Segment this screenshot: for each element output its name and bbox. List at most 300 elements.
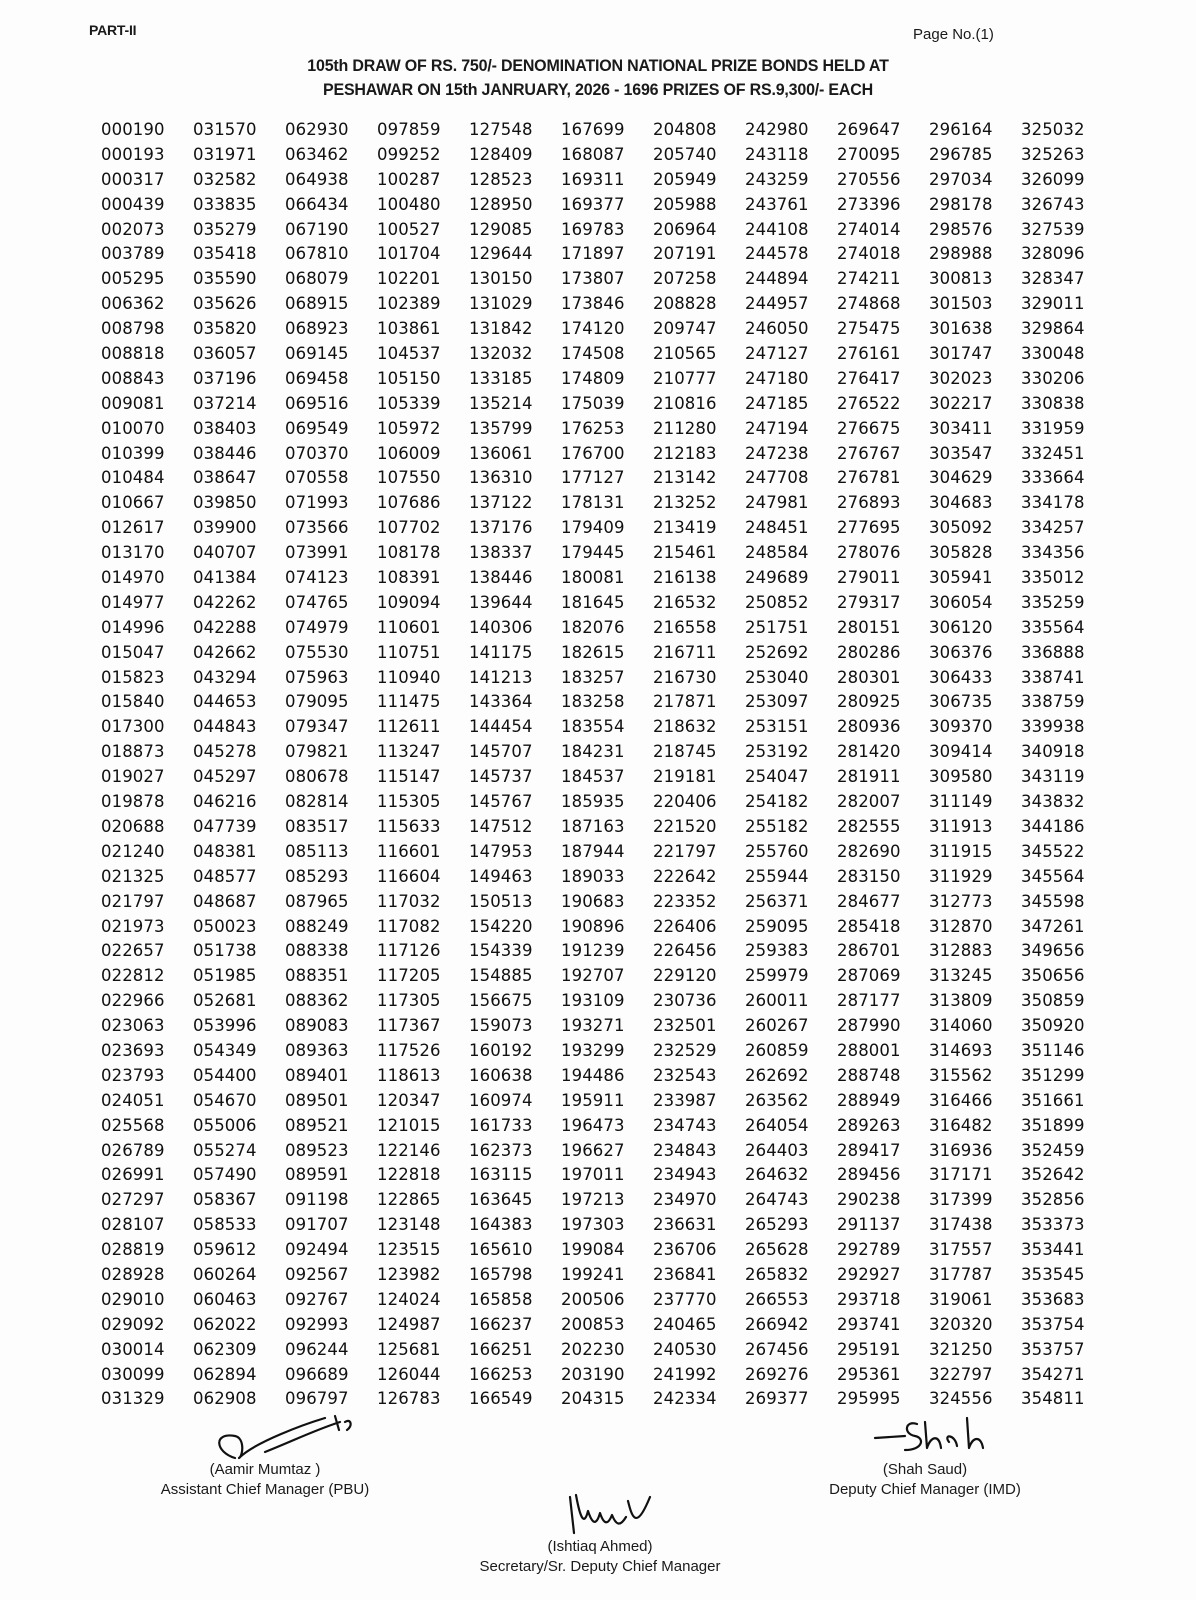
prize-number: 205949 bbox=[653, 169, 717, 189]
prize-number: 107702 bbox=[377, 518, 441, 538]
prize-number: 247185 bbox=[745, 393, 809, 413]
prize-number: 352642 bbox=[1021, 1165, 1085, 1185]
prize-number: 048577 bbox=[193, 866, 257, 886]
prize-number: 051985 bbox=[193, 966, 257, 986]
signatory-name: (Aamir Mumtaz ) bbox=[209, 1461, 321, 1478]
prize-number: 326099 bbox=[1021, 169, 1085, 189]
prize-number: 122146 bbox=[377, 1140, 441, 1160]
prize-number: 213419 bbox=[653, 518, 717, 538]
prize-number: 301503 bbox=[929, 294, 993, 314]
prize-number: 277695 bbox=[837, 518, 901, 538]
prize-number: 018873 bbox=[101, 742, 165, 762]
prize-number: 203190 bbox=[561, 1364, 625, 1384]
prize-number: 055274 bbox=[193, 1140, 257, 1160]
prize-number: 221797 bbox=[653, 841, 717, 861]
prize-number: 038647 bbox=[193, 468, 257, 488]
prize-number: 350920 bbox=[1021, 1016, 1085, 1036]
prize-number: 092494 bbox=[285, 1240, 349, 1260]
prize-number: 205988 bbox=[653, 194, 717, 214]
prize-number: 276417 bbox=[837, 368, 901, 388]
prize-number: 147953 bbox=[469, 841, 533, 861]
prize-number: 101704 bbox=[377, 244, 441, 264]
prize-number: 026789 bbox=[101, 1140, 165, 1160]
prize-number: 092993 bbox=[285, 1314, 349, 1334]
prize-number: 287177 bbox=[837, 991, 901, 1011]
prize-number: 000317 bbox=[101, 169, 165, 189]
prize-number: 288001 bbox=[837, 1040, 901, 1060]
prize-number: 032582 bbox=[193, 169, 257, 189]
prize-number: 191239 bbox=[561, 941, 625, 961]
prize-number: 163645 bbox=[469, 1190, 533, 1210]
prize-number: 317787 bbox=[929, 1264, 993, 1284]
prize-number: 236706 bbox=[653, 1240, 717, 1260]
prize-number: 160192 bbox=[469, 1040, 533, 1060]
prize-number: 226456 bbox=[653, 941, 717, 961]
prize-number: 025568 bbox=[101, 1115, 165, 1135]
prize-number: 309414 bbox=[929, 742, 993, 762]
prize-number: 297034 bbox=[929, 169, 993, 189]
prize-number: 274018 bbox=[837, 244, 901, 264]
prize-number: 144454 bbox=[469, 717, 533, 737]
prize-number: 085293 bbox=[285, 866, 349, 886]
prize-number: 096797 bbox=[285, 1389, 349, 1409]
prize-number: 274868 bbox=[837, 294, 901, 314]
prize-number: 276522 bbox=[837, 393, 901, 413]
prize-number: 037196 bbox=[193, 368, 257, 388]
prize-number: 075530 bbox=[285, 642, 349, 662]
prize-number: 135214 bbox=[469, 393, 533, 413]
prize-number: 023793 bbox=[101, 1065, 165, 1085]
prize-number: 298988 bbox=[929, 244, 993, 264]
prize-number: 234943 bbox=[653, 1165, 717, 1185]
prize-number: 182076 bbox=[561, 617, 625, 637]
prize-number: 301638 bbox=[929, 319, 993, 339]
prize-number: 063462 bbox=[285, 144, 349, 164]
prize-number: 276893 bbox=[837, 493, 901, 513]
prize-number: 253192 bbox=[745, 742, 809, 762]
prize-number: 100527 bbox=[377, 219, 441, 239]
prize-number: 131842 bbox=[469, 319, 533, 339]
prize-number: 074123 bbox=[285, 568, 349, 588]
prize-number: 247194 bbox=[745, 418, 809, 438]
prize-number: 168087 bbox=[561, 144, 625, 164]
prize-number: 138446 bbox=[469, 568, 533, 588]
prize-number: 276675 bbox=[837, 418, 901, 438]
prize-number: 265293 bbox=[745, 1215, 809, 1235]
signatory-name: (Ishtiaq Ahmed) bbox=[547, 1538, 653, 1555]
prize-number: 171897 bbox=[561, 244, 625, 264]
prize-number: 187163 bbox=[561, 816, 625, 836]
prize-number: 031329 bbox=[101, 1389, 165, 1409]
prize-column-10 bbox=[929, 118, 1021, 1412]
prize-number: 302023 bbox=[929, 368, 993, 388]
prize-number: 302217 bbox=[929, 393, 993, 413]
prize-number: 173807 bbox=[561, 269, 625, 289]
prize-number: 052681 bbox=[193, 991, 257, 1011]
prize-number: 141175 bbox=[469, 642, 533, 662]
prize-number: 247180 bbox=[745, 368, 809, 388]
prize-number: 079347 bbox=[285, 717, 349, 737]
prize-number: 279011 bbox=[837, 568, 901, 588]
prize-number: 276161 bbox=[837, 344, 901, 364]
prize-number: 115305 bbox=[377, 792, 441, 812]
prize-number: 259383 bbox=[745, 941, 809, 961]
prize-number: 292927 bbox=[837, 1264, 901, 1284]
prize-number: 295995 bbox=[837, 1389, 901, 1409]
prize-number: 265832 bbox=[745, 1264, 809, 1284]
prize-number: 269647 bbox=[837, 120, 901, 139]
prize-number: 244894 bbox=[745, 269, 809, 289]
prize-number: 110601 bbox=[377, 617, 441, 637]
prize-number: 196627 bbox=[561, 1140, 625, 1160]
prize-number: 105150 bbox=[377, 368, 441, 388]
prize-number: 045278 bbox=[193, 742, 257, 762]
prize-number: 255760 bbox=[745, 841, 809, 861]
prize-number: 183257 bbox=[561, 667, 625, 687]
prize-number: 117205 bbox=[377, 966, 441, 986]
prize-number: 293741 bbox=[837, 1314, 901, 1334]
prize-number: 033835 bbox=[193, 194, 257, 214]
prize-number: 210816 bbox=[653, 393, 717, 413]
prize-number: 243259 bbox=[745, 169, 809, 189]
prize-number: 097859 bbox=[377, 120, 441, 139]
prize-number: 336888 bbox=[1021, 642, 1085, 662]
page-number: Page No.(1) bbox=[913, 26, 994, 43]
prize-number: 021797 bbox=[101, 891, 165, 911]
prize-number: 117305 bbox=[377, 991, 441, 1011]
prize-number: 050023 bbox=[193, 916, 257, 936]
prize-number: 351899 bbox=[1021, 1115, 1085, 1135]
prize-number: 107550 bbox=[377, 468, 441, 488]
prize-number: 046216 bbox=[193, 792, 257, 812]
title-line-1: 105th DRAW OF RS. 750/- DENOMINATION NATIONAL PRIZE BONDS HELD AT bbox=[307, 57, 889, 75]
prize-column-7 bbox=[653, 118, 745, 1412]
prize-number: 215461 bbox=[653, 543, 717, 563]
prize-number: 179445 bbox=[561, 543, 625, 563]
prize-number: 129085 bbox=[469, 219, 533, 239]
prize-number: 338759 bbox=[1021, 692, 1085, 712]
prize-number: 166253 bbox=[469, 1364, 533, 1384]
prize-number: 313245 bbox=[929, 966, 993, 986]
prize-number: 330048 bbox=[1021, 344, 1085, 364]
prize-number: 120347 bbox=[377, 1090, 441, 1110]
prize-number: 075963 bbox=[285, 667, 349, 687]
prize-number: 035590 bbox=[193, 269, 257, 289]
prize-number: 149463 bbox=[469, 866, 533, 886]
prize-number: 276767 bbox=[837, 443, 901, 463]
prize-number: 236631 bbox=[653, 1215, 717, 1235]
prize-number: 070370 bbox=[285, 443, 349, 463]
prize-number: 133185 bbox=[469, 368, 533, 388]
prize-number: 321250 bbox=[929, 1339, 993, 1359]
prize-number: 306433 bbox=[929, 667, 993, 687]
prize-number: 035820 bbox=[193, 319, 257, 339]
prize-number: 058367 bbox=[193, 1190, 257, 1210]
prize-number: 292789 bbox=[837, 1240, 901, 1260]
prize-number: 247127 bbox=[745, 344, 809, 364]
prize-number: 035626 bbox=[193, 294, 257, 314]
prize-number: 043294 bbox=[193, 667, 257, 687]
prize-number: 249689 bbox=[745, 568, 809, 588]
prize-number: 002073 bbox=[101, 219, 165, 239]
prize-number: 109094 bbox=[377, 592, 441, 612]
prize-number: 306054 bbox=[929, 592, 993, 612]
prize-number: 193109 bbox=[561, 991, 625, 1011]
prize-number: 027297 bbox=[101, 1190, 165, 1210]
prize-number: 270556 bbox=[837, 169, 901, 189]
prize-number: 221520 bbox=[653, 816, 717, 836]
prize-number: 335564 bbox=[1021, 617, 1085, 637]
prize-number: 124024 bbox=[377, 1289, 441, 1309]
prize-number: 330206 bbox=[1021, 368, 1085, 388]
prize-number: 163115 bbox=[469, 1165, 533, 1185]
prize-number: 262692 bbox=[745, 1065, 809, 1085]
prize-number: 138337 bbox=[469, 543, 533, 563]
prize-number: 039850 bbox=[193, 493, 257, 513]
prize-number: 123515 bbox=[377, 1240, 441, 1260]
prize-number: 129644 bbox=[469, 244, 533, 264]
prize-number: 176700 bbox=[561, 443, 625, 463]
prize-number: 150513 bbox=[469, 891, 533, 911]
prize-number: 205740 bbox=[653, 144, 717, 164]
prize-number: 264743 bbox=[745, 1190, 809, 1210]
prize-number: 312883 bbox=[929, 941, 993, 961]
prize-number: 280151 bbox=[837, 617, 901, 637]
prize-number: 340918 bbox=[1021, 742, 1085, 762]
prize-number: 055006 bbox=[193, 1115, 257, 1135]
prize-number: 071993 bbox=[285, 493, 349, 513]
prize-number: 282690 bbox=[837, 841, 901, 861]
signature-icon bbox=[500, 1487, 700, 1537]
part-label: PART-II bbox=[89, 22, 137, 38]
prize-number: 279317 bbox=[837, 592, 901, 612]
prize-number: 162373 bbox=[469, 1140, 533, 1160]
prize-number: 212183 bbox=[653, 443, 717, 463]
prize-number: 236841 bbox=[653, 1264, 717, 1284]
prize-number: 207191 bbox=[653, 244, 717, 264]
prize-number: 042662 bbox=[193, 642, 257, 662]
prize-number: 313809 bbox=[929, 991, 993, 1011]
prize-number: 274211 bbox=[837, 269, 901, 289]
prize-number: 339938 bbox=[1021, 717, 1085, 737]
prize-number: 022657 bbox=[101, 941, 165, 961]
prize-number: 154885 bbox=[469, 966, 533, 986]
prize-number: 174809 bbox=[561, 368, 625, 388]
prize-number: 118613 bbox=[377, 1065, 441, 1085]
prize-number: 166251 bbox=[469, 1339, 533, 1359]
prize-number: 187944 bbox=[561, 841, 625, 861]
prize-number-table bbox=[101, 118, 1113, 1412]
prize-number: 278076 bbox=[837, 543, 901, 563]
prize-number: 317557 bbox=[929, 1240, 993, 1260]
prize-number: 197011 bbox=[561, 1165, 625, 1185]
prize-number: 351661 bbox=[1021, 1090, 1085, 1110]
prize-number: 270095 bbox=[837, 144, 901, 164]
prize-number: 179409 bbox=[561, 518, 625, 538]
prize-number: 008843 bbox=[101, 368, 165, 388]
prize-number: 316482 bbox=[929, 1115, 993, 1135]
prize-number: 316936 bbox=[929, 1140, 993, 1160]
prize-number: 059612 bbox=[193, 1240, 257, 1260]
prize-number: 254182 bbox=[745, 792, 809, 812]
prize-number: 135799 bbox=[469, 418, 533, 438]
prize-number: 102201 bbox=[377, 269, 441, 289]
prize-number: 067190 bbox=[285, 219, 349, 239]
prize-number: 017300 bbox=[101, 717, 165, 737]
prize-number: 315562 bbox=[929, 1065, 993, 1085]
prize-number: 054400 bbox=[193, 1065, 257, 1085]
prize-number: 269377 bbox=[745, 1389, 809, 1409]
prize-number: 028107 bbox=[101, 1215, 165, 1235]
prize-number: 216730 bbox=[653, 667, 717, 687]
prize-number: 264403 bbox=[745, 1140, 809, 1160]
prize-number: 029010 bbox=[101, 1289, 165, 1309]
prize-number: 010484 bbox=[101, 468, 165, 488]
prize-number: 293718 bbox=[837, 1289, 901, 1309]
prize-number: 298576 bbox=[929, 219, 993, 239]
prize-number: 131029 bbox=[469, 294, 533, 314]
prize-number: 306376 bbox=[929, 642, 993, 662]
prize-number: 243761 bbox=[745, 194, 809, 214]
prize-number: 020688 bbox=[101, 816, 165, 836]
prize-number: 344186 bbox=[1021, 816, 1085, 836]
prize-number: 207258 bbox=[653, 269, 717, 289]
prize-number: 189033 bbox=[561, 866, 625, 886]
prize-number: 089591 bbox=[285, 1165, 349, 1185]
prize-number: 088338 bbox=[285, 941, 349, 961]
prize-number: 334178 bbox=[1021, 493, 1085, 513]
prize-number: 280936 bbox=[837, 717, 901, 737]
prize-number: 089401 bbox=[285, 1065, 349, 1085]
prize-number: 197213 bbox=[561, 1190, 625, 1210]
prize-number: 035279 bbox=[193, 219, 257, 239]
prize-number: 116604 bbox=[377, 866, 441, 886]
prize-number: 331959 bbox=[1021, 418, 1085, 438]
prize-number: 280925 bbox=[837, 692, 901, 712]
prize-number: 304683 bbox=[929, 493, 993, 513]
prize-number: 334356 bbox=[1021, 543, 1085, 563]
prize-number: 115147 bbox=[377, 767, 441, 787]
prize-number: 295361 bbox=[837, 1364, 901, 1384]
prize-number: 107686 bbox=[377, 493, 441, 513]
prize-number: 193271 bbox=[561, 1016, 625, 1036]
prize-number: 079821 bbox=[285, 742, 349, 762]
prize-number: 266553 bbox=[745, 1289, 809, 1309]
prize-number: 335012 bbox=[1021, 568, 1085, 588]
prize-number: 309580 bbox=[929, 767, 993, 787]
prize-number: 311149 bbox=[929, 792, 993, 812]
prize-number: 269276 bbox=[745, 1364, 809, 1384]
prize-number: 015823 bbox=[101, 667, 165, 687]
prize-column-8 bbox=[745, 118, 837, 1412]
prize-number: 298178 bbox=[929, 194, 993, 214]
prize-number: 218745 bbox=[653, 742, 717, 762]
prize-number: 226406 bbox=[653, 916, 717, 936]
prize-number: 222642 bbox=[653, 866, 717, 886]
prize-number: 289417 bbox=[837, 1140, 901, 1160]
prize-number: 351299 bbox=[1021, 1065, 1085, 1085]
prize-number: 250852 bbox=[745, 592, 809, 612]
prize-number: 343119 bbox=[1021, 767, 1085, 787]
prize-number: 248451 bbox=[745, 518, 809, 538]
prize-number: 105339 bbox=[377, 393, 441, 413]
prize-number: 174120 bbox=[561, 319, 625, 339]
prize-number: 126044 bbox=[377, 1364, 441, 1384]
prize-number: 088249 bbox=[285, 916, 349, 936]
prize-number: 209747 bbox=[653, 319, 717, 339]
prize-number: 197303 bbox=[561, 1215, 625, 1235]
prize-number: 223352 bbox=[653, 891, 717, 911]
prize-number: 345564 bbox=[1021, 866, 1085, 886]
prize-number: 030099 bbox=[101, 1364, 165, 1384]
prize-number: 319061 bbox=[929, 1289, 993, 1309]
prize-number: 044653 bbox=[193, 692, 257, 712]
prize-number: 159073 bbox=[469, 1016, 533, 1036]
signatory-deputy-chief-manager bbox=[810, 1412, 1040, 1500]
prize-number: 199084 bbox=[561, 1240, 625, 1260]
prize-number: 128409 bbox=[469, 144, 533, 164]
prize-number: 062022 bbox=[193, 1314, 257, 1334]
prize-number: 181645 bbox=[561, 592, 625, 612]
prize-number: 264632 bbox=[745, 1165, 809, 1185]
prize-number: 160974 bbox=[469, 1090, 533, 1110]
prize-number: 038403 bbox=[193, 418, 257, 438]
prize-number: 281911 bbox=[837, 767, 901, 787]
signatory-secretary bbox=[465, 1487, 735, 1577]
prize-number: 345522 bbox=[1021, 841, 1085, 861]
title-line-2: PESHAWAR ON 15th JANRUARY, 2026 - 1696 PRIZES OF RS.9,300/- EACH bbox=[322, 81, 873, 99]
prize-number: 028819 bbox=[101, 1240, 165, 1260]
prize-number: 060264 bbox=[193, 1264, 257, 1284]
prize-number: 062309 bbox=[193, 1339, 257, 1359]
prize-number: 023693 bbox=[101, 1040, 165, 1060]
prize-number: 048381 bbox=[193, 841, 257, 861]
prize-number: 195911 bbox=[561, 1090, 625, 1110]
prize-number: 010070 bbox=[101, 418, 165, 438]
prize-number: 306735 bbox=[929, 692, 993, 712]
prize-number: 123148 bbox=[377, 1215, 441, 1235]
prize-number: 288949 bbox=[837, 1090, 901, 1110]
prize-number: 147512 bbox=[469, 816, 533, 836]
prize-number: 154220 bbox=[469, 916, 533, 936]
prize-number: 190683 bbox=[561, 891, 625, 911]
prize-number: 325032 bbox=[1021, 120, 1085, 139]
prize-number: 030014 bbox=[101, 1339, 165, 1359]
prize-number: 217871 bbox=[653, 692, 717, 712]
prize-number: 260267 bbox=[745, 1016, 809, 1036]
prize-number: 087965 bbox=[285, 891, 349, 911]
prize-number: 255182 bbox=[745, 816, 809, 836]
prize-number: 160638 bbox=[469, 1065, 533, 1085]
prize-number: 015047 bbox=[101, 642, 165, 662]
prize-number: 009081 bbox=[101, 393, 165, 413]
prize-number: 183554 bbox=[561, 717, 625, 737]
prize-number: 325263 bbox=[1021, 144, 1085, 164]
prize-number: 139644 bbox=[469, 592, 533, 612]
prize-number: 047739 bbox=[193, 816, 257, 836]
prize-number: 070558 bbox=[285, 468, 349, 488]
prize-number: 099252 bbox=[377, 144, 441, 164]
prize-number: 177127 bbox=[561, 468, 625, 488]
prize-number: 204808 bbox=[653, 120, 717, 139]
prize-number: 281420 bbox=[837, 742, 901, 762]
prize-number: 305092 bbox=[929, 518, 993, 538]
prize-column-9 bbox=[837, 118, 929, 1412]
prize-number: 220406 bbox=[653, 792, 717, 812]
prize-number: 176253 bbox=[561, 418, 625, 438]
prize-number: 247238 bbox=[745, 443, 809, 463]
prize-number: 295191 bbox=[837, 1339, 901, 1359]
